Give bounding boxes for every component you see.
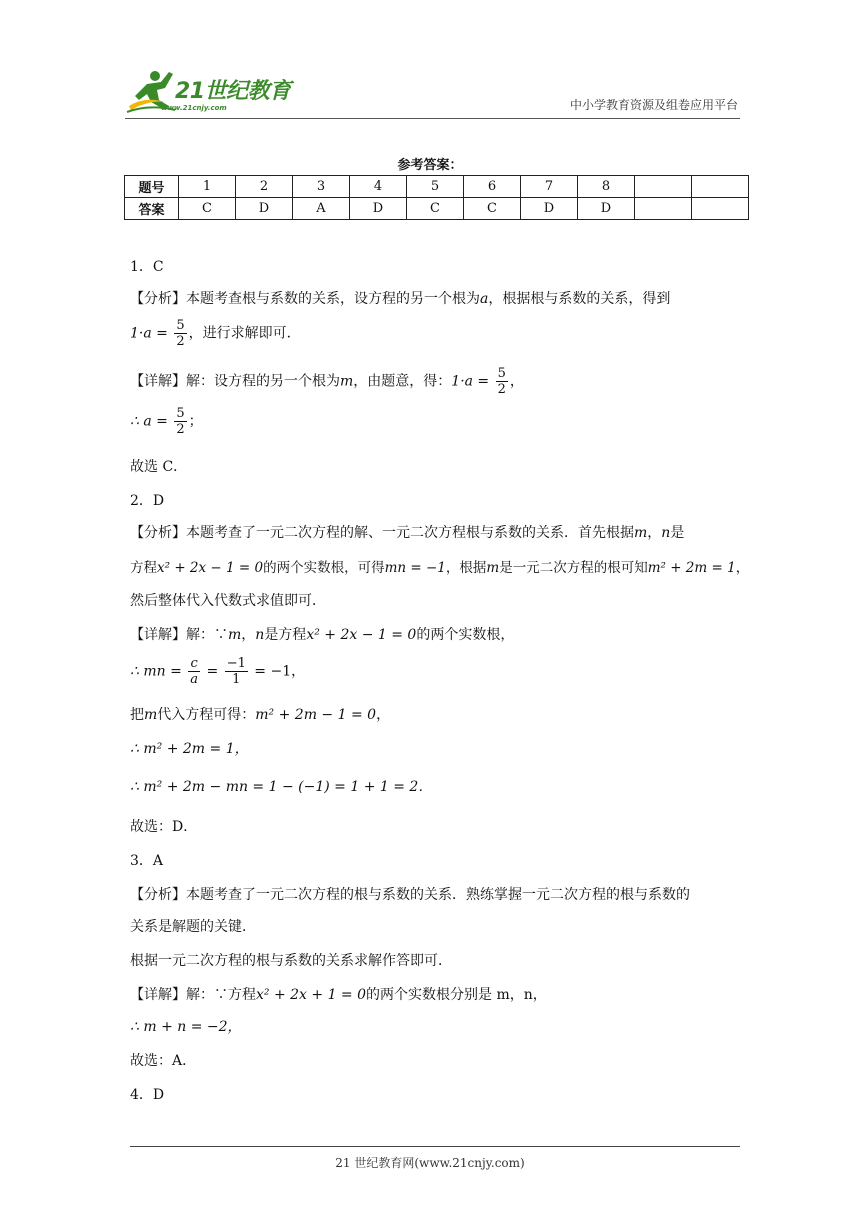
q2-analysis-1: 【分析】本题考查了一元二次方程的解、一元二次方程根与系数的关系．首先根据m，n是 <box>130 525 685 541</box>
question-number-cell: 8 <box>578 176 635 198</box>
answer-cell <box>635 198 692 220</box>
fraction: $\frac{-1}{1}$ <box>226 656 246 687</box>
q3-analysis-1: 【分析】本题考查了一元二次方程的根与系数的关系．熟练掌握一元二次方程的根与系数的 <box>130 887 690 903</box>
footer-divider <box>130 1146 740 1147</box>
answer-cell: C <box>407 198 464 220</box>
answer-row <box>125 198 749 220</box>
q1-detail: 【详解】解：设方程的另一个根为m，由题意，得：1·a = $\frac{5}{2}$ ， <box>130 366 524 397</box>
q3-analysis-3: 根据一元二次方程的根与系数的关系求解作答即可． <box>130 953 452 969</box>
question-number-cell: 1 <box>179 176 236 198</box>
fraction: $\frac{5}{2}$ <box>176 318 185 349</box>
q1-analysis: 【分析】本题考查根与系数的关系，设方程的另一个根为a，根据根与系数的关系，得到 <box>130 291 671 307</box>
question-number-cell: 3 <box>293 176 350 198</box>
answer-cell: A <box>293 198 350 220</box>
answer-cell: D <box>350 198 407 220</box>
page-header <box>125 66 740 118</box>
q2-analysis-3: 然后整体代入代数式求值即可． <box>130 593 326 609</box>
platform-label: 中小学教育资源及组卷应用平台 <box>569 98 738 112</box>
answer-key-title: 参考答案： <box>397 158 463 173</box>
header-divider <box>125 118 740 119</box>
q3-detail-2: ∴ m + n = −2， <box>130 1019 242 1035</box>
question-number-cell: 4 <box>350 176 407 198</box>
answer-cell: C <box>179 198 236 220</box>
fraction: $\frac{c}{a}$ <box>190 656 199 687</box>
q2-detail-2: ∴ mn = $\frac{c}{a}$ = $\frac{-1}{1}$ = −1， <box>130 656 306 687</box>
q3-detail-1: 【详解】解：∵方程x² + 2x + 1 = 0的两个实数根分别是 m，n， <box>130 987 547 1003</box>
q2-detail-5: ∴ m² + 2m − mn = 1 − (−1) = 1 + 1 = 2． <box>130 779 433 795</box>
question-number-cell: 7 <box>521 176 578 198</box>
page-footer: 21 世纪教育网(www.21cnjy.com) <box>335 1156 525 1170</box>
logo-url: www.21cnjy.com <box>161 104 227 112</box>
q2-heading: 2．D <box>130 493 165 509</box>
q1-choice: 故选 C． <box>130 459 188 475</box>
fraction: $\frac{5}{2}$ <box>176 406 185 437</box>
question-number-cell: 5 <box>407 176 464 198</box>
answer-cell: D <box>521 198 578 220</box>
logo <box>125 66 295 118</box>
answer-cell: D <box>236 198 293 220</box>
question-number-cell: 2 <box>236 176 293 198</box>
q3-choice: 故选：A． <box>130 1053 197 1069</box>
q4-heading: 4．D <box>130 1087 165 1103</box>
q1-therefore: ∴ a = $\frac{5}{2}$ ； <box>130 406 203 437</box>
q2-choice: 故选：D． <box>130 819 198 835</box>
question-number-row <box>125 176 749 198</box>
row-label-answer: 答案 <box>125 198 179 220</box>
q2-detail-4: ∴ m² + 2m = 1， <box>130 741 249 757</box>
logo-text: 21世纪教育 <box>175 79 291 104</box>
row-label-number: 题号 <box>125 176 179 198</box>
q2-analysis-2: 方程x² + 2x − 1 = 0的两个实数根，可得mn = −1，根据m是一元二次方程的根可知m² + 2m = 1， <box>130 560 750 576</box>
q3-analysis-2: 关系是解题的关键． <box>130 919 256 935</box>
q3-heading: 3．A <box>130 853 164 869</box>
question-number-cell <box>692 176 749 198</box>
q2-detail-3: 把m代入方程可得：m² + 2m − 1 = 0， <box>130 707 391 723</box>
answer-table <box>124 175 749 220</box>
answer-cell <box>692 198 749 220</box>
q2-detail-1: 【详解】解：∵m，n是方程x² + 2x − 1 = 0的两个实数根， <box>130 627 515 643</box>
question-number-cell: 6 <box>464 176 521 198</box>
q1-equation: 1·a = $\frac{5}{2}$ ，进行求解即可． <box>130 318 301 349</box>
answer-cell: C <box>464 198 521 220</box>
q1-heading: 1．C <box>130 259 164 275</box>
question-number-cell <box>635 176 692 198</box>
fraction: $\frac{5}{2}$ <box>497 366 506 397</box>
answer-cell: D <box>578 198 635 220</box>
